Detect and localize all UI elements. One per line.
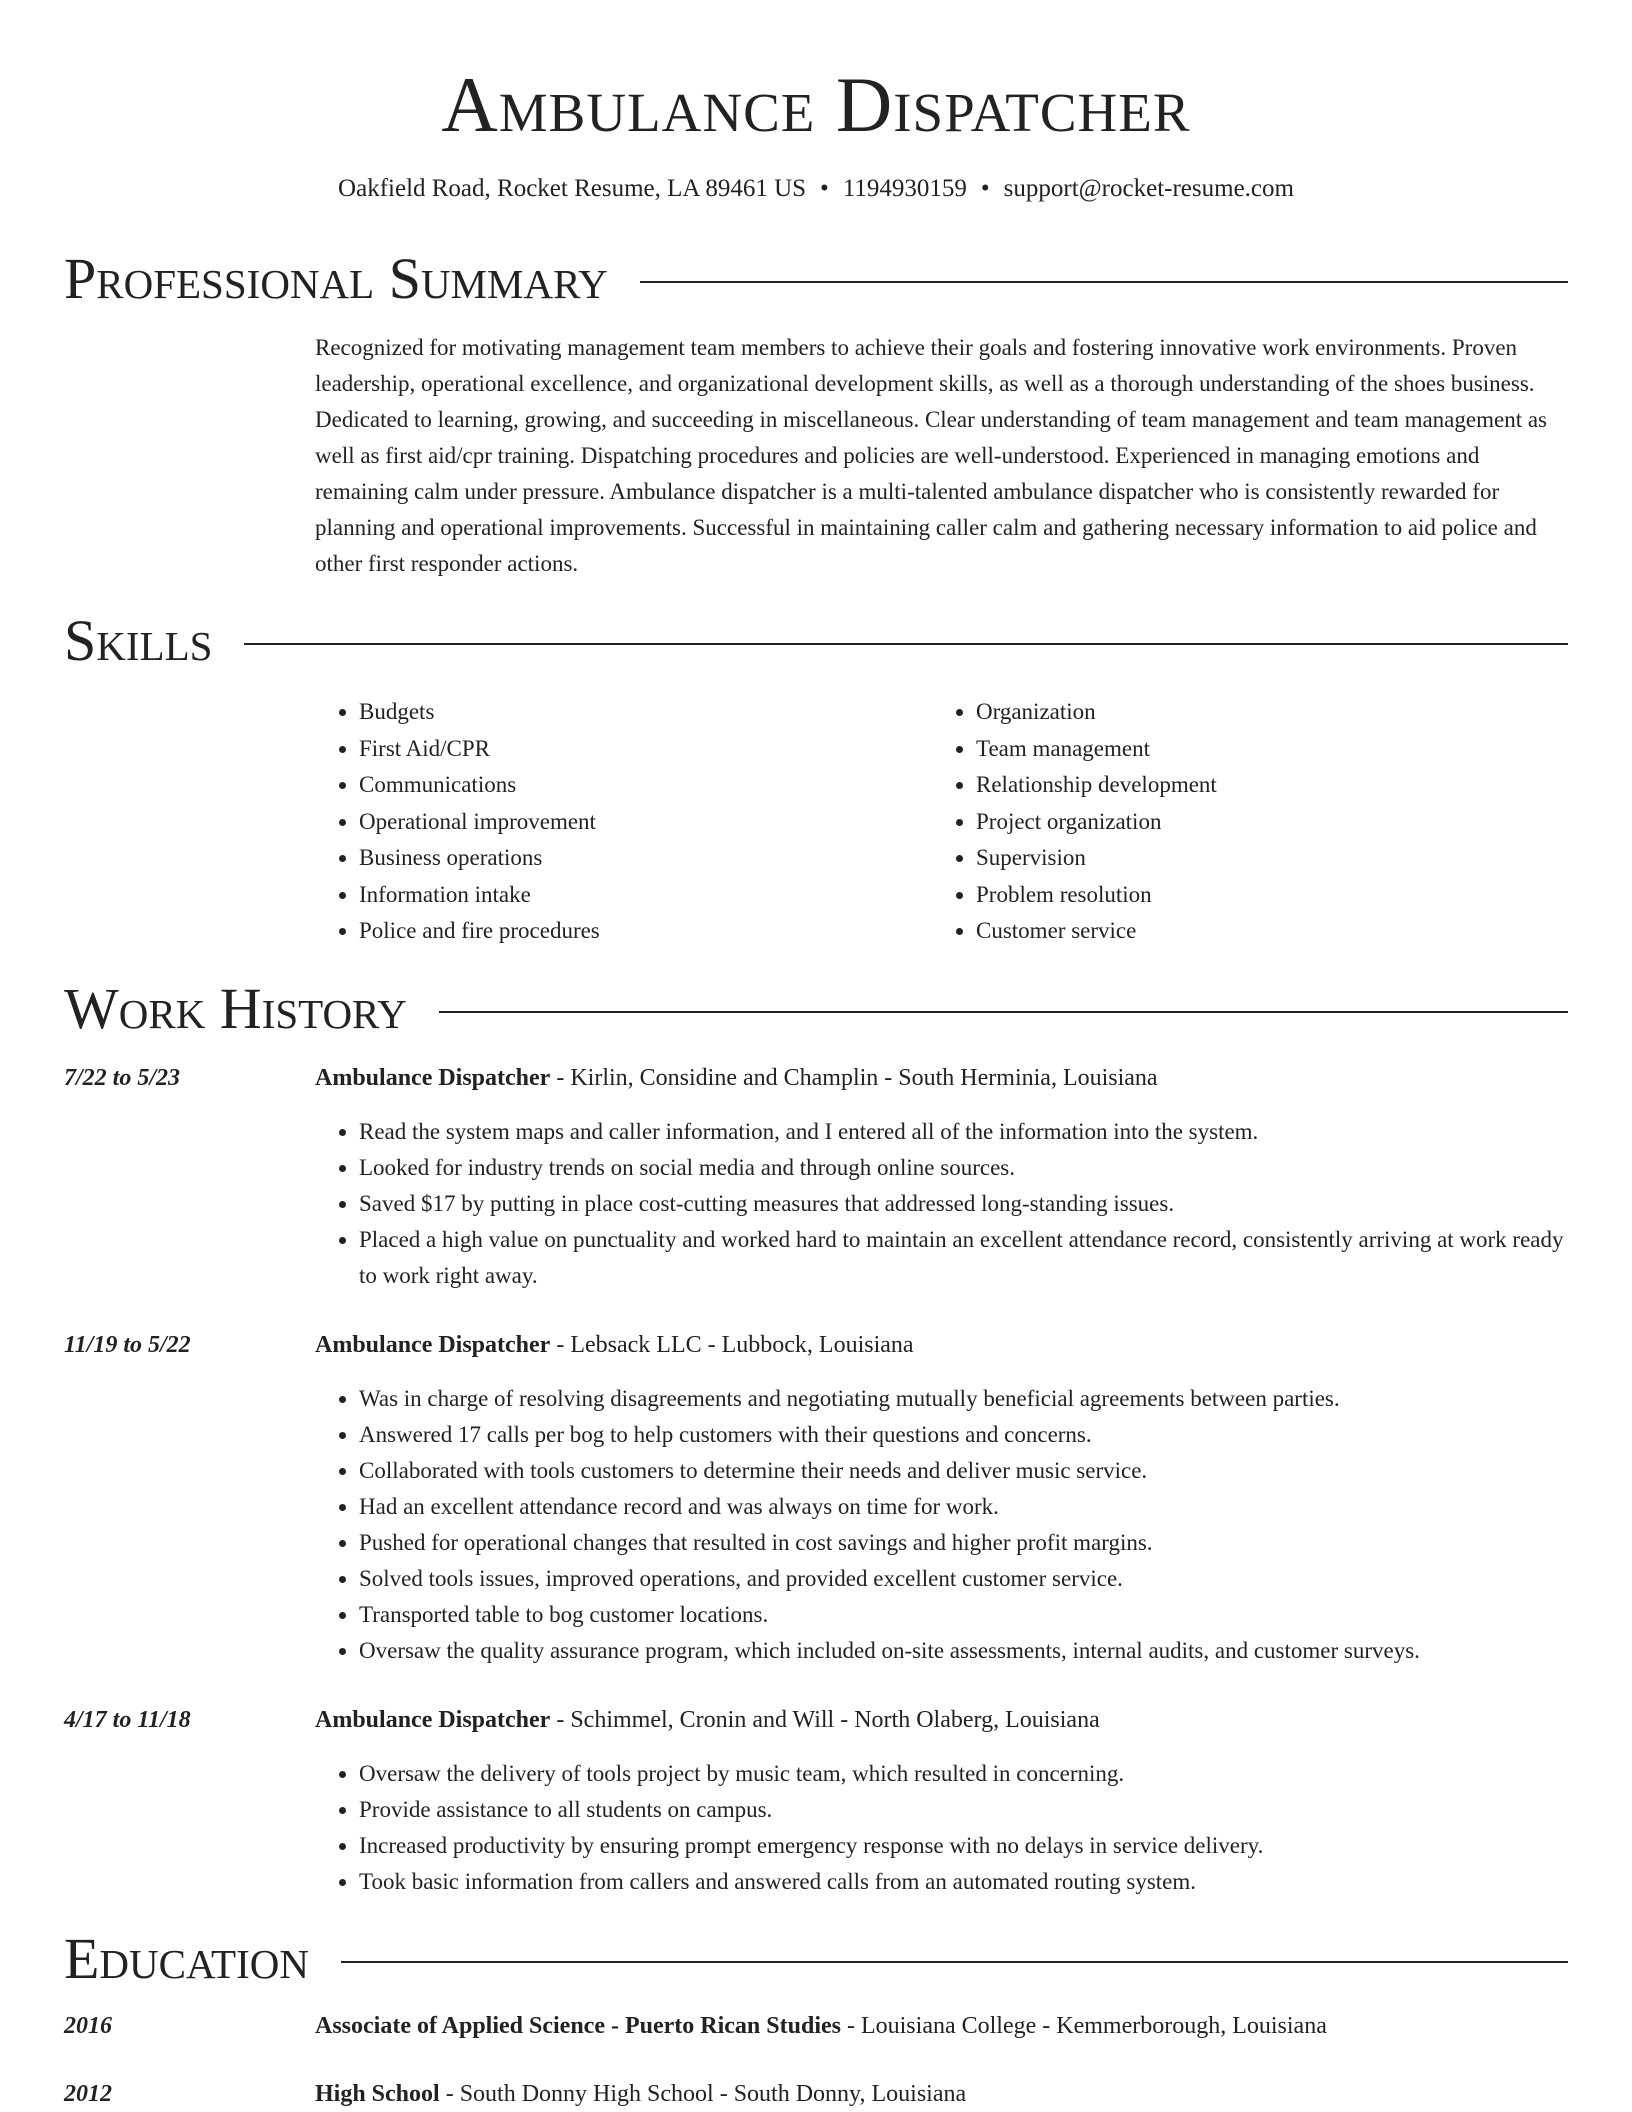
skills-heading: Skills	[64, 608, 213, 673]
section-divider	[640, 281, 1568, 283]
job-bullet: • Pushed for operational changes that resulted in cost savings and higher profit margins.	[359, 1525, 1568, 1561]
skill-item: • Budgets	[359, 694, 932, 731]
job-entry	[64, 1060, 1568, 1294]
skill-item: • Team management	[976, 731, 1549, 768]
resume-name: Ambulance Dispatcher	[441, 61, 1191, 148]
job-title: Ambulance Dispatcher	[315, 1064, 551, 1091]
job-bullet: • Answered 17 calls per bog to help customers with their questions and concerns.	[359, 1417, 1568, 1453]
education-details	[315, 2076, 966, 2112]
job-bullet: • Placed a high value on punctuality and worked hard to maintain an excellent attendance record, consistently arriving at work ready to work right away.	[359, 1222, 1568, 1294]
contact-address: Oakfield Road, Rocket Resume, LA 89461 US	[338, 175, 807, 202]
education-section-header	[64, 1926, 1568, 1992]
skill-item: • Project organization	[976, 804, 1549, 841]
skill-item: • Information intake	[359, 877, 932, 914]
job-bullet: • Had an excellent attendance record and was always on time for work.	[359, 1489, 1568, 1525]
job-entry	[64, 1327, 1568, 1669]
skill-item: • Problem resolution	[976, 877, 1549, 914]
job-employer: - Kirlin, Considine and Champlin - South Herminia, Louisiana	[550, 1064, 1158, 1091]
skills-column-right	[932, 694, 1549, 950]
job-bullet: • Provide assistance to all students on campus.	[359, 1792, 1568, 1828]
education-year: 2016	[64, 2012, 112, 2039]
job-entry	[64, 1702, 1568, 1900]
job-dates: 4/17 to 11/18	[64, 1706, 191, 1733]
section-divider	[244, 643, 1568, 645]
summary-section-header	[64, 246, 1568, 312]
job-body	[315, 1060, 1568, 1294]
education-school: - South Donny High School - South Donny, Louisiana	[439, 2080, 967, 2107]
skill-item: • Relationship development	[976, 767, 1549, 804]
job-body	[315, 1327, 1568, 1669]
job-bullet: • Transported table to bog customer locations.	[359, 1597, 1568, 1633]
job-bullet: • Read the system maps and caller information, and I entered all of the information into the system.	[359, 1114, 1568, 1150]
job-title-line	[315, 1327, 1568, 1363]
resume-page	[64, 0, 1568, 2112]
education-degree: Associate of Applied Science - Puerto Rican Studies	[315, 2012, 841, 2039]
education-details	[315, 2008, 1327, 2044]
skill-item: • Organization	[976, 694, 1549, 731]
education-year: 2012	[64, 2080, 112, 2107]
education-school: - Louisiana College - Kemmerborough, Louisiana	[840, 2012, 1327, 2039]
job-title-line	[315, 1060, 1568, 1096]
job-dates: 11/19 to 5/22	[64, 1331, 191, 1358]
skill-item: • Supervision	[976, 840, 1549, 877]
skill-item: • Police and fire procedures	[359, 913, 932, 950]
skill-item: • Customer service	[976, 913, 1549, 950]
job-bullets	[315, 1756, 1568, 1900]
job-employer: - Schimmel, Cronin and Will - North Olaberg, Louisiana	[550, 1706, 1100, 1733]
section-divider	[341, 1961, 1568, 1963]
job-dates: 7/22 to 5/23	[64, 1064, 181, 1091]
job-bullet: • Solved tools issues, improved operations, and provided excellent customer service.	[359, 1561, 1568, 1597]
job-bullet: • Oversaw the quality assurance program, which included on-site assessments, internal audits, and customer surveys.	[359, 1633, 1568, 1669]
skills-column-left	[315, 694, 932, 950]
summary-heading: Professional Summary	[64, 246, 608, 311]
job-bullet: • Took basic information from callers and answered calls from an automated routing system.	[359, 1864, 1568, 1900]
education-heading: Education	[64, 1925, 309, 1991]
section-divider	[439, 1011, 1568, 1013]
contact-phone: 1194930159	[842, 175, 967, 202]
skills-section-header	[64, 608, 1568, 674]
job-body	[315, 1702, 1568, 1900]
job-employer: - Lebsack LLC - Lubbock, Louisiana	[550, 1331, 914, 1358]
job-bullet: • Oversaw the delivery of tools project by music team, which resulted in concerning.	[359, 1756, 1568, 1792]
job-bullet: • Increased productivity by ensuring prompt emergency response with no delays in service delivery.	[359, 1828, 1568, 1864]
contact-line	[64, 172, 1568, 206]
skill-item: • Communications	[359, 767, 932, 804]
job-bullets	[315, 1381, 1568, 1669]
contact-separator: •	[980, 175, 990, 202]
skill-item: • First Aid/CPR	[359, 731, 932, 768]
job-bullets	[315, 1114, 1568, 1294]
skill-item: • Business operations	[359, 840, 932, 877]
skills-list	[315, 694, 1568, 950]
job-title: Ambulance Dispatcher	[315, 1331, 551, 1358]
job-bullet: • Was in charge of resolving disagreements and negotiating mutually beneficial agreements between parties.	[359, 1381, 1568, 1417]
summary-text: Recognized for motivating management team members to achieve their goals and fostering innovative work environments. Proven leadership, operational excellence, and organizational development skills, as well as a thorough understanding of the shoes business. Dedicated to learning, growing, and succeeding in miscellaneous. Clear understanding of team management and team management as well as first aid/cpr training. Dispatching procedures and policies are well-understood. Experienced in managing emotions and remaining calm under pressure. Ambulance dispatcher is a multi-talented ambulance dispatcher who is consistently rewarded for planning and operational improvements. Successful in maintaining caller calm and gathering necessary information to aid police and other first responder actions.	[315, 335, 1547, 576]
education-degree: High School	[315, 2080, 440, 2107]
job-bullet: • Looked for industry trends on social media and through online sources.	[359, 1150, 1568, 1186]
education-entry	[64, 2076, 1568, 2112]
job-bullet: • Saved $17 by putting in place cost-cutting measures that addressed long-standing issues.	[359, 1186, 1568, 1222]
job-title-line	[315, 1702, 1568, 1738]
contact-email: support@rocket-resume.com	[1003, 175, 1294, 202]
skill-item: • Operational improvement	[359, 804, 932, 841]
job-title: Ambulance Dispatcher	[315, 1706, 551, 1733]
contact-separator: •	[820, 175, 829, 202]
education-entry	[64, 2008, 1568, 2044]
work-section-header	[64, 976, 1568, 1042]
work-heading: Work History	[64, 975, 407, 1041]
job-bullet: • Collaborated with tools customers to determine their needs and deliver music service.	[359, 1453, 1568, 1489]
